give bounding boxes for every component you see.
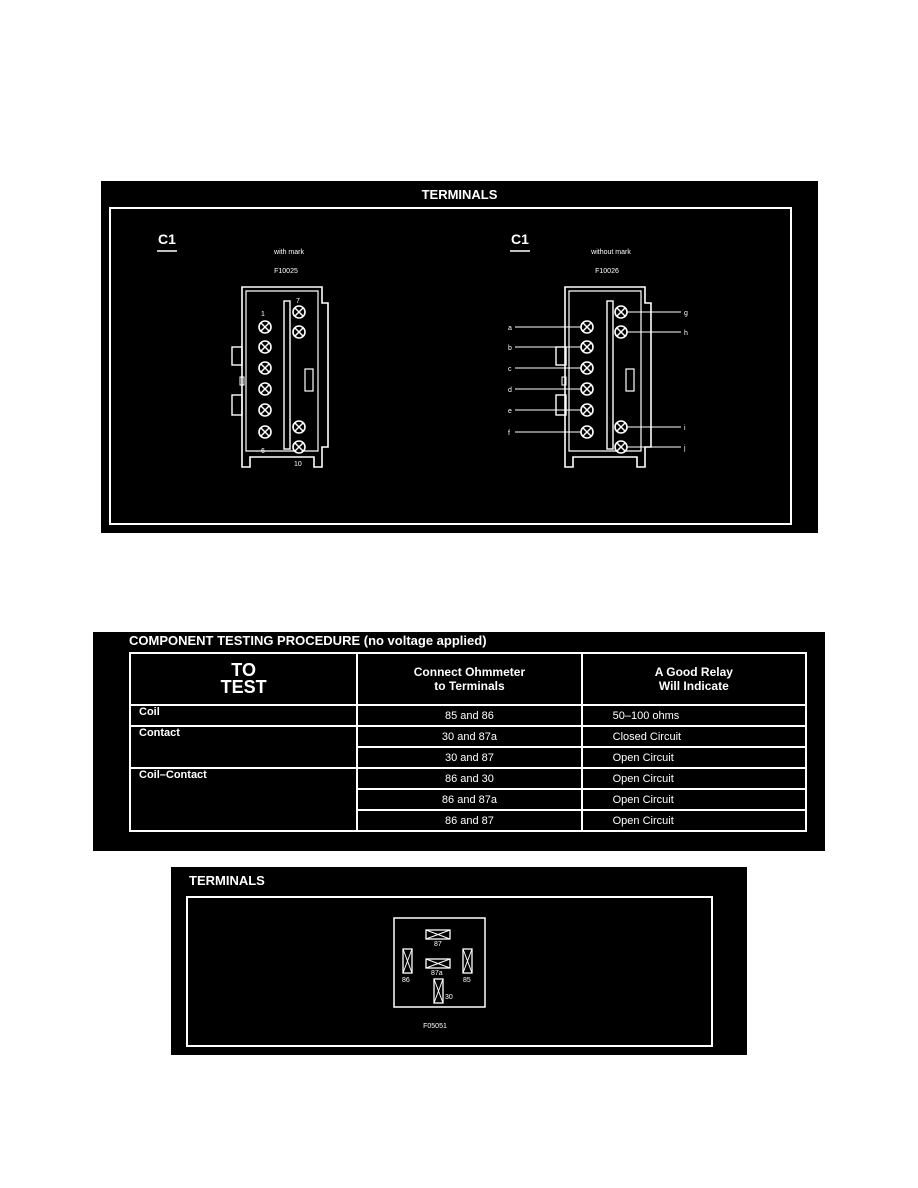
part-code: F05051	[423, 1023, 447, 1030]
connector-label-right: C1	[511, 231, 529, 247]
leader-lines	[515, 312, 681, 447]
table-cell: 86 and 30	[357, 768, 581, 789]
pin-label-e: e	[508, 408, 512, 415]
table-cell: 30 and 87	[357, 747, 581, 768]
pin-label-j: j	[684, 445, 686, 452]
connector-c1-with-mark	[157, 231, 328, 468]
panel-title: TERMINALS	[189, 873, 265, 888]
table-cell: Open Circuit	[582, 747, 806, 768]
pins-left-column	[259, 321, 271, 438]
panel-title: COMPONENT TESTING PROCEDURE (no voltage applied)	[129, 633, 487, 648]
pin-87	[426, 930, 450, 939]
table-cell: Open Circuit	[582, 768, 806, 789]
pins-right-connector-right	[615, 306, 627, 453]
pin-label-6: 6	[261, 448, 265, 455]
pin-label-f: f	[508, 430, 510, 437]
table-cell: 85 and 86	[357, 705, 581, 726]
pin-label-30: 30	[445, 994, 453, 1001]
table-cell: 50–100 ohms	[582, 705, 806, 726]
pins-right-column	[293, 306, 305, 453]
mark-label-left: with mark	[274, 249, 304, 256]
part-code-left: F10025	[274, 268, 298, 275]
table-cell: 30 and 87a	[357, 726, 581, 747]
group-coil: Coil	[130, 705, 357, 726]
relay-diagram	[171, 867, 747, 1055]
group-contact: Contact	[130, 726, 357, 768]
pin-label-h: h	[684, 330, 688, 337]
mark-label-right: without mark	[591, 249, 631, 256]
pins-right-connector-left	[581, 321, 593, 438]
table-cell: Open Circuit	[582, 810, 806, 831]
pin-label-7: 7	[296, 298, 300, 305]
header-result: A Good Relay Will Indicate	[582, 653, 806, 705]
table-cell: Closed Circuit	[582, 726, 806, 747]
pin-label-10: 10	[294, 461, 302, 468]
table-cell: 86 and 87a	[357, 789, 581, 810]
group-coil-contact: Coil–Contact	[130, 768, 357, 831]
header-connect: Connect Ohmmeter to Terminals	[357, 653, 581, 705]
pin-86	[403, 949, 412, 973]
pin-label-a: a	[508, 325, 512, 332]
panel-title: TERMINALS	[421, 187, 498, 202]
pin-label-87: 87	[434, 941, 442, 948]
pin-label-86: 86	[402, 977, 410, 984]
component-testing-panel	[93, 632, 825, 851]
pin-label-d: d	[508, 387, 512, 394]
pin-label-87a: 87a	[431, 970, 443, 977]
connector-label-left: C1	[158, 231, 176, 247]
table-cell: 86 and 87	[357, 810, 581, 831]
pin-30	[434, 979, 443, 1003]
pin-87a	[426, 959, 450, 968]
connector-c1-without-mark	[508, 231, 688, 467]
relay-terminals-panel	[171, 867, 747, 1055]
testing-table	[129, 652, 807, 832]
pin-label-b: b	[508, 345, 512, 352]
connector-diagrams	[101, 181, 818, 533]
table-cell: Open Circuit	[582, 789, 806, 810]
connector-terminals-panel	[101, 181, 818, 533]
header-to-test: TO TEST	[130, 653, 357, 705]
pin-85	[463, 949, 472, 973]
part-code-right: F10026	[595, 268, 619, 275]
pin-label-1: 1	[261, 311, 265, 318]
pin-label-85: 85	[463, 977, 471, 984]
pin-label-c: c	[508, 366, 512, 373]
pin-label-g: g	[684, 310, 688, 317]
pin-label-i: i	[684, 425, 686, 432]
